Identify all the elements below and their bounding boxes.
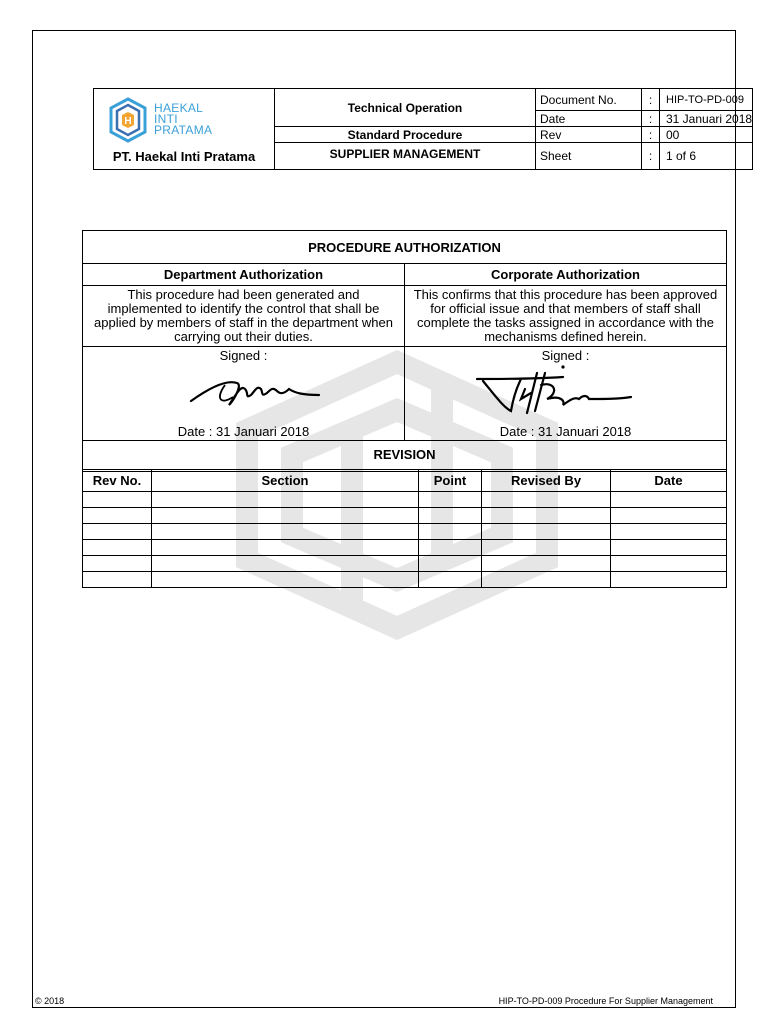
table-cell: [611, 540, 727, 556]
table-cell: [419, 572, 482, 588]
table-cell: [83, 556, 152, 572]
revision-header-row: [83, 470, 727, 492]
document-subtitle: Standard Procedure: [275, 127, 536, 143]
field-colon: :: [642, 143, 660, 170]
table-cell: [611, 524, 727, 540]
table-cell: [611, 508, 727, 524]
field-colon: :: [642, 89, 660, 111]
department-signed-label: Signed :: [219, 348, 268, 363]
authorization-table: [82, 230, 727, 472]
corporate-heading: Corporate Authorization: [405, 264, 727, 286]
column-header: Rev No.: [83, 470, 152, 492]
logo-word-2: INTI: [154, 112, 178, 126]
table-cell: [611, 556, 727, 572]
table-cell: [83, 524, 152, 540]
table-cell: [419, 508, 482, 524]
company-logo: [108, 97, 268, 143]
table-row: [83, 540, 727, 556]
department-heading: Department Authorization: [83, 264, 405, 286]
table-cell: [83, 492, 152, 508]
document-number: HIP-TO-PD-009: [660, 89, 753, 111]
logo-word-1: HAEKAL: [154, 101, 204, 115]
table-cell: [419, 524, 482, 540]
table-cell: [482, 492, 611, 508]
department-text: This procedure had been generated and implemented to identify the control that shall be applied by members of staff in the department when carrying out their duties.: [83, 286, 405, 347]
authorization-title: PROCEDURE AUTHORIZATION: [83, 231, 727, 264]
table-cell: [152, 492, 419, 508]
corporate-sign-date: Date : 31 Januari 2018: [499, 424, 632, 439]
corporate-signed-label: Signed :: [541, 348, 590, 363]
table-cell: [482, 556, 611, 572]
document-rev: 00: [660, 127, 753, 143]
table-cell: [83, 508, 152, 524]
table-cell: [611, 572, 727, 588]
svg-text:H: H: [124, 116, 132, 127]
company-logo-icon: [108, 97, 148, 143]
corporate-signature-icon: [475, 365, 635, 417]
field-colon: :: [642, 127, 660, 143]
footer-document-ref: HIP-TO-PD-009 Procedure For Supplier Management: [498, 996, 713, 1006]
company-name: PT. Haekal Inti Pratama: [112, 149, 256, 164]
table-row: [83, 492, 727, 508]
table-cell: [482, 572, 611, 588]
column-header: Point: [419, 470, 482, 492]
table-cell: [83, 572, 152, 588]
corporate-sign-cell: [405, 347, 727, 441]
logo-word-3: PRATAMA: [154, 123, 213, 137]
logo-text: [154, 103, 212, 136]
department-sign-cell: [83, 347, 405, 441]
table-cell: [482, 540, 611, 556]
table-cell: [611, 492, 727, 508]
table-cell: [419, 556, 482, 572]
column-header: Section: [152, 470, 419, 492]
table-cell: [83, 540, 152, 556]
field-colon: :: [642, 111, 660, 127]
document-title: Technical Operation: [275, 89, 536, 127]
table-cell: [482, 508, 611, 524]
footer-copyright: © 2018: [35, 996, 65, 1006]
document-date: 31 Januari 2018: [660, 111, 753, 127]
field-label: Document No.: [536, 89, 642, 111]
column-header: Date: [611, 470, 727, 492]
table-cell: [152, 508, 419, 524]
column-header: Revised By: [482, 470, 611, 492]
department-sign-date: Date : 31 Januari 2018: [177, 424, 310, 439]
field-label: Rev: [536, 127, 642, 143]
field-label: Date: [536, 111, 642, 127]
table-cell: [152, 572, 419, 588]
revision-title: REVISION: [83, 441, 727, 472]
table-row: [83, 524, 727, 540]
table-row: [83, 556, 727, 572]
table-cell: [419, 540, 482, 556]
table-cell: [152, 556, 419, 572]
table-row: [83, 572, 727, 588]
table-cell: [152, 540, 419, 556]
corporate-text: This confirms that this procedure has been approved for official issue and that members of staff shall complete the tasks assigned in accordance with the mechanisms defined herein.: [405, 286, 727, 347]
table-cell: [419, 492, 482, 508]
table-cell: [152, 524, 419, 540]
logo-cell: [94, 89, 275, 170]
procedure-name: SUPPLIER MANAGEMENT: [275, 143, 536, 170]
table-cell: [482, 524, 611, 540]
table-row: [83, 508, 727, 524]
document-sheet: 1 of 6: [660, 143, 753, 170]
department-signature-icon: [185, 371, 325, 411]
revision-table: [82, 469, 727, 588]
field-label: Sheet: [536, 143, 642, 170]
document-header: [93, 88, 753, 170]
